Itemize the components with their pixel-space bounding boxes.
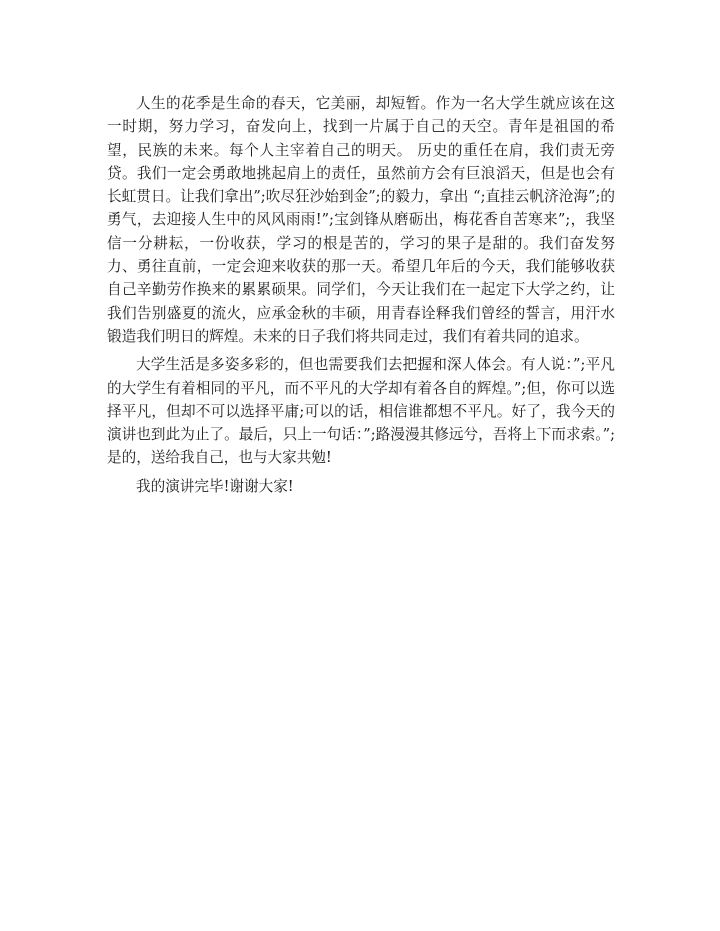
paragraph-3: 我的演讲完毕!谢谢大家! [136,477,294,495]
document-page [107,92,615,503]
paragraph-1: 人生的花季是生命的春天，它美丽，却短暂。作为一名大学生就应该在这一时期，努力学习，奋发向上，找到一片属于自己的天空。青年是祖国的希望，民族的未来。每个人主宰着自己的明天。 历史的重任在肩，我们责无旁贷。我们一定会勇敢地挑起肩上的责任，虽然前方会有巨浪滔天，但是也会有长虹贯日。让我们拿出”;吹尽狂沙始到金”;的毅力，拿出 “;直挂云帆济沧海”;的勇气，去迎接人生中的风风雨雨!”;宝剑锋从磨砺出，梅花香自苦寒来”;，我坚信一分耕耘，一份收获，学习的根是苦的，学习的果子是甜的。我们奋发努力、勇往直前，一定会迎来收获的那一天。希望几年后的今天，我们能够收获自己辛勤劳作换来的累累硕果。同学们，今天让我们在一起定下大学之约，让我们告别盛夏的流火，应承金秋的丰硕，用青春诠释我们曾经的誓言，用汗水锻造我们明日的辉煌。未来的日子我们将共同走过，我们有着共同的追求。 [107,95,615,345]
paragraph-2: 大学生活是多姿多彩的，但也需要我们去把握和深人体会。有人说：”;平凡的大学生有着相同的平凡，而不平凡的大学却有着各自的辉煌。”;但，你可以选择平凡，但却不可以选择平庸;可以的话，相信谁都想不平凡。好了，我今天的演讲也到此为止了。最后，只上一句话：”;路漫漫其修远兮，吾将上下而求索。”;是的，送给我自己，也与大家共勉! [107,356,615,467]
